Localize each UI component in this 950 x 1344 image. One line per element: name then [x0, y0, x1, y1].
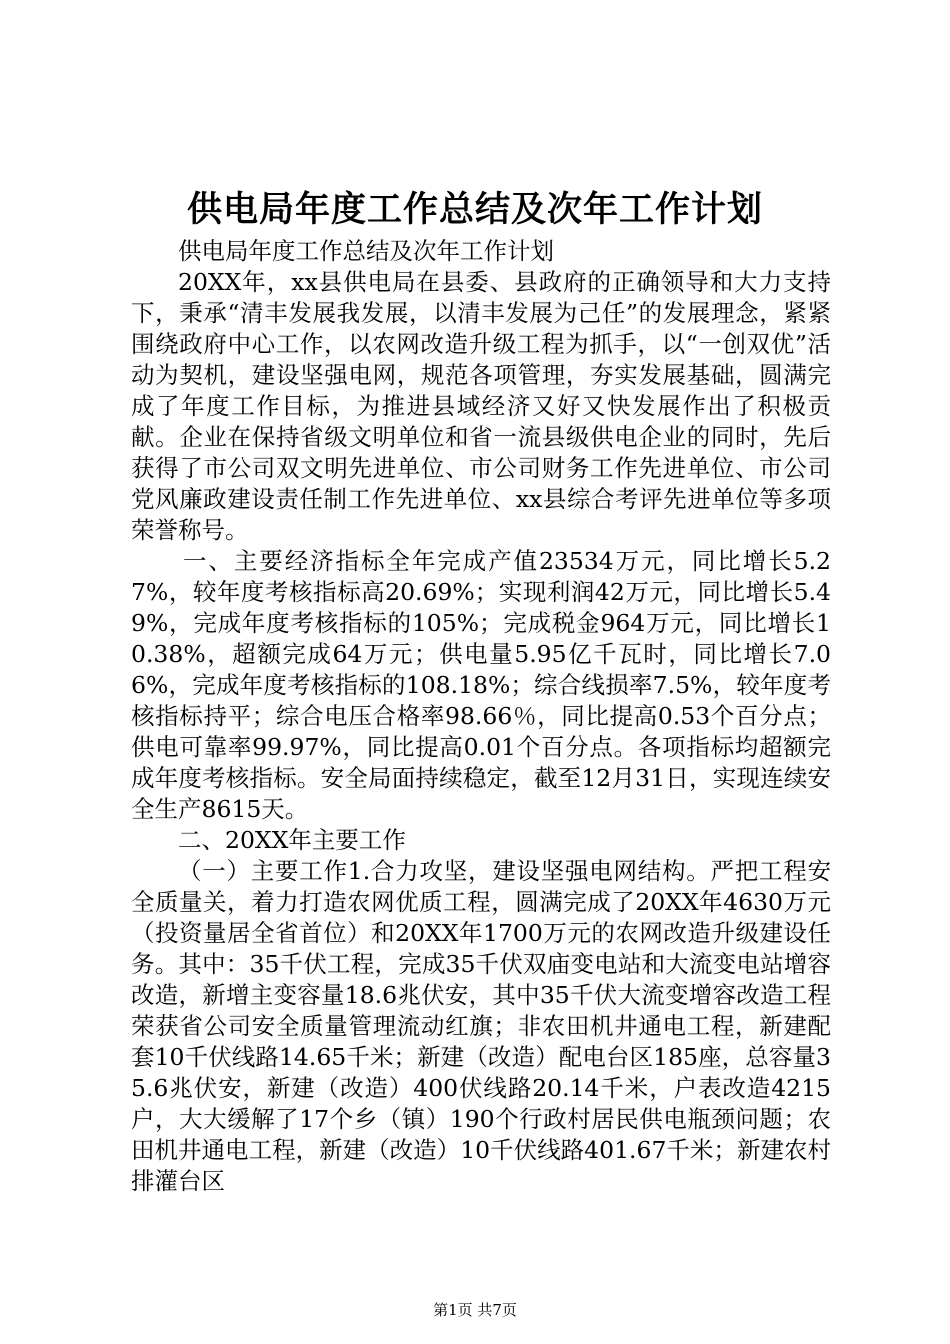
- document-title: 供电局年度工作总结及次年工作计划: [186, 189, 763, 230]
- intro-paragraph: 20XX年，xx县供电局在县委、县政府的正确领导和大力支持下，秉承“清丰发展我发展，以清丰发展为己任”的发展理念，紧紧围绕政府中心工作，以农网改造升级工程为抓手，以“一创双优”活动为契机，建设坚强电网，规范各项管理，夯实发展基础，圆满完成了年度工作目标，为推进县域经济又好又快发展作出了积极贡献。企业在保持省级文明单位和省一流县级供电企业的同时，先后获得了市公司双文明先进单位、市公司财务工作先进单位、市公司党风廉政建设责任制工作先进单位、xx县综合考评先进单位等多项荣誉称号。: [131, 268, 831, 544]
- section-heading-main-work: 二、20XX年主要工作: [178, 826, 406, 854]
- economic-indicators-paragraph: 一、主要经济指标全年完成产值23534万元，同比增长5.27%，较年度考核指标高20.69%；实现利润42万元，同比增长5.49%，完成年度考核指标的105%；完成税金964万元，同比增长10.38%，超额完成64万元；供电量5.95亿千瓦时，同比增长7.06%，完成年度考核指标的108.18%；综合线损率7.5%，较年度考核指标持平；综合电压合格率98.66％，同比提高0.53个百分点；供电可靠率99.97%，同比提高0.01个百分点。各项指标均超额完成年度考核指标。安全局面持续稳定，截至12月31日，实现连续安全生产8615天。: [131, 547, 831, 823]
- main-work-paragraph: （一）主要工作1.合力攻坚，建设坚强电网结构。严把工程安全质量关，着力打造农网优质工程，圆满完成了20XX年4630万元（投资量居全省首位）和20XX年1700万元的农网改造升级建设任务。其中：35千伏工程，完成35千伏双庙变电站和大流变电站增容改造，新增主变容量18.6兆伏安，其中35千伏大流变增容改造工程荣获省公司安全质量管理流动红旗；非农田机井通电工程，新建配套10千伏线路14.65千米；新建（改造）配电台区185座，总容量35.6兆伏安，新建（改造）400伏线路20.14千米，户表改造4215户，大大缓解了17个乡（镇）190个行政村居民供电瓶颈问题；农田机井通电工程，新建（改造）10千伏线路401.67千米；新建农村排灌台区: [131, 857, 831, 1195]
- page-footer: 第1页 共7页: [433, 1301, 517, 1319]
- subtitle-paragraph: 供电局年度工作总结及次年工作计划: [178, 237, 554, 265]
- document-body: [131, 236, 831, 1197]
